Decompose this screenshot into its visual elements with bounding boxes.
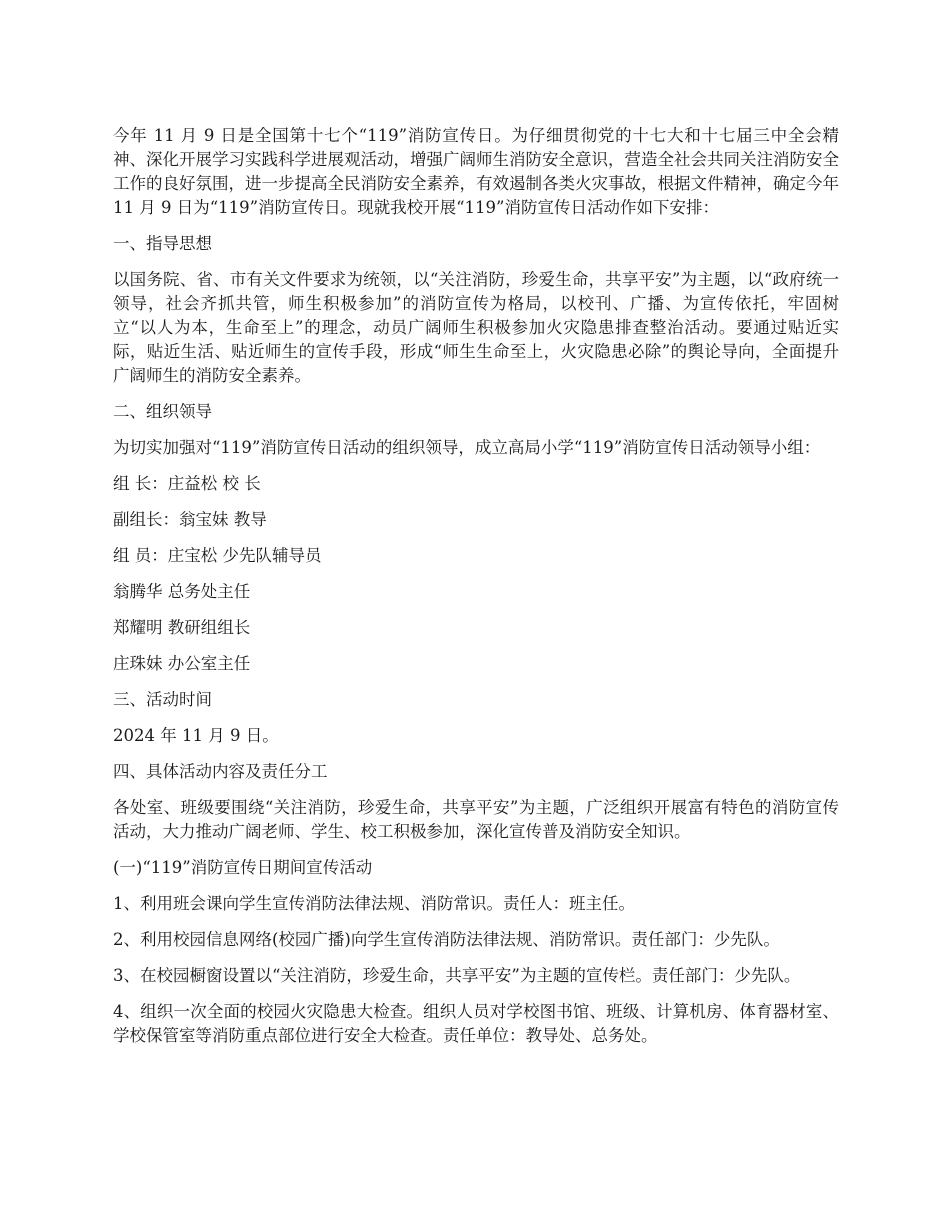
organization-paragraph: 为切实加强对“119”消防宣传日活动的组织领导，成立高局小学“119”消防宣传日活动领导小组： [113,438,821,457]
member-deputy-leader: 副组长：翁宝妹 教导 [113,510,267,529]
activity-date: 2024 年 11 月 9 日。 [113,726,279,745]
member-teaching-research: 郑耀明 教研组组长 [113,618,251,637]
member-general-affairs: 翁腾华 总务处主任 [113,582,251,601]
document-body [113,124,839,1060]
activity-content-paragraph: 各处室、班级要围绕“关注消防，珍爱生命，共享平安”为主题，广泛组织开展富有特色的消防宣传活动，大力推动广阔老师、学生、校工积极参加，深化宣传普及消防安全知识。 [113,798,839,841]
member-office: 庄珠妹 办公室主任 [113,654,251,673]
member-group: 组 员：庄宝松 少先队辅导员 [113,546,322,565]
activity-item-1: 1、利用班会课向学生宣传消防法律法规、消防常识。责任人：班主任。 [113,894,635,913]
guiding-ideology-paragraph: 以国务院、省、市有关文件要求为统领，以“关注消防，珍爱生命，共享平安”为主题，以“政府统一领导，社会齐抓共管，师生积极参加”的消防宣传为格局，以校刊、广播、为宣传依托，牢固树立“以人为本，生命至上”的理念，动员广阔师生积极参加火灾隐患排查整治活动。要通过贴近实际，贴近生活、贴近师生的宣传手段，形成“师生生命至上，火灾隐患必除”的舆论导向，全面提升广阔师生的消防安全素养。 [113,270,839,385]
activity-item-4: 4、组织一次全面的校园火灾隐患大检查。组织人员对学校图书馆、班级、计算机房、体育器材室、学校保管室等消防重点部位进行安全大检查。责任单位：教导处、总务处。 [113,1002,839,1045]
activity-item-3: 3、在校园橱窗设置以“关注消防，珍爱生命，共享平安”为主题的宣传栏。责任部门：少先队。 [113,966,801,985]
member-leader: 组 长：庄益松 校 长 [113,474,261,493]
section-heading-organization: 二、组织领导 [113,402,212,421]
section-heading-activity-content: 四、具体活动内容及责任分工 [113,762,328,781]
section-heading-guiding-ideology: 一、指导思想 [113,234,212,253]
intro-paragraph: 今年 11 月 9 日是全国第十七个“119”消防宣传日。为仔细贯彻党的十七大和十七届三中全会精神、深化开展学习实践科学进展观活动，增强广阔师生消防安全意识，营造全社会共同关注消防安全工作的良好氛围，进一步提高全民消防安全素养，有效遏制各类火灾事故，根据文件精神，确定今年 11 月 9 日为“119”消防宣传日。现就我校开展“119”消防宣传日活动作如下安排： [113,126,839,217]
section-heading-activity-time: 三、活动时间 [113,690,212,709]
subsection-heading-publicity: (一)“119”消防宣传日期间宣传活动 [113,858,373,877]
activity-item-2: 2、利用校园信息网络(校园广播)向学生宣传消防法律法规、消防常识。责任部门：少先队。 [113,930,780,949]
